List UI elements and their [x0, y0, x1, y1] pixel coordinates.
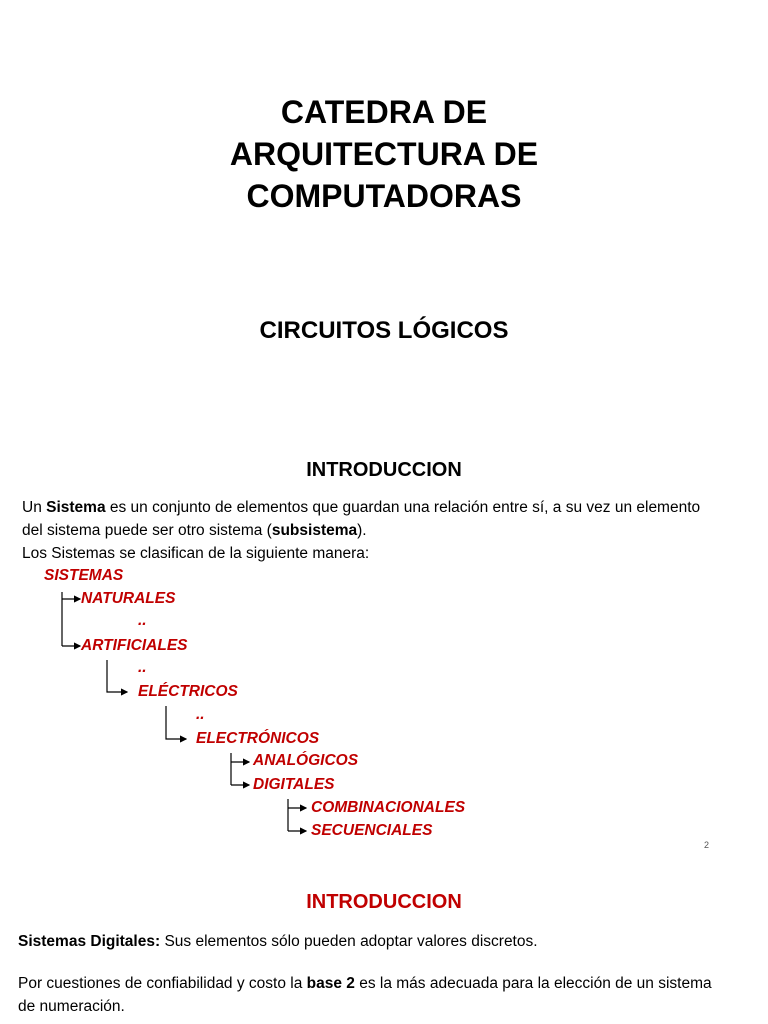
tree-node-digitales: DIGITALES	[253, 776, 335, 793]
term-sistema: Sistema	[46, 499, 106, 516]
text: Sus elementos sólo pueden adoptar valores discretos.	[160, 933, 538, 950]
tree-node-sistemas: SISTEMAS	[44, 567, 124, 584]
slide2-heading: INTRODUCCION	[306, 891, 462, 913]
doc-subtitle: CIRCUITOS LÓGICOS	[259, 317, 509, 344]
text: Un	[22, 499, 47, 516]
text: es la más adecuada para la elección de un sistema	[354, 975, 712, 992]
doc-title-line-1: CATEDRA DE	[280, 94, 488, 130]
tree-node-secuenciales: SECUENCIALES	[311, 822, 433, 839]
tree-dots: ..	[138, 612, 147, 629]
arrow-electronicos	[166, 706, 186, 739]
doc-title-line-3: COMPUTADORAS	[246, 178, 522, 214]
slide1-paragraph-3: Los Sistemas se clasifican de la siguiente manera:	[22, 545, 370, 562]
text: es un conjunto de elementos que guardan una relación entre sí, a su vez un elemento	[105, 499, 701, 516]
tree-node-electronicos: ELECTRÓNICOS	[196, 730, 320, 747]
term-base-2: base 2	[306, 975, 355, 992]
text: del sistema puede ser otro sistema (	[22, 522, 272, 539]
arrow-electricos	[107, 660, 127, 692]
text: ).	[357, 522, 367, 539]
tree-dots: ..	[138, 659, 147, 676]
tree-node-electricos: ELÉCTRICOS	[138, 683, 238, 700]
slide1-heading: INTRODUCCION	[306, 459, 462, 481]
tree-node-artificiales: ARTIFICIALES	[81, 637, 188, 654]
slide2-paragraph-1	[18, 930, 538, 953]
tree-node-combinacionales: COMBINACIONALES	[311, 799, 466, 816]
page-number: 2	[704, 840, 710, 850]
slide2-paragraph-3: de numeración.	[18, 998, 125, 1015]
term-subsistema: subsistema	[271, 522, 358, 539]
term-sistemas-digitales: Sistemas Digitales:	[18, 933, 161, 950]
tree-node-naturales: NATURALES	[81, 590, 176, 607]
text: Por cuestiones de confiabilidad y costo la	[18, 975, 307, 992]
slide2-paragraph-2	[18, 972, 712, 995]
doc-title-line-2: ARQUITECTURA DE	[229, 136, 539, 172]
tree-dots: ..	[196, 706, 205, 723]
tree-node-analogicos: ANALÓGICOS	[253, 752, 359, 769]
